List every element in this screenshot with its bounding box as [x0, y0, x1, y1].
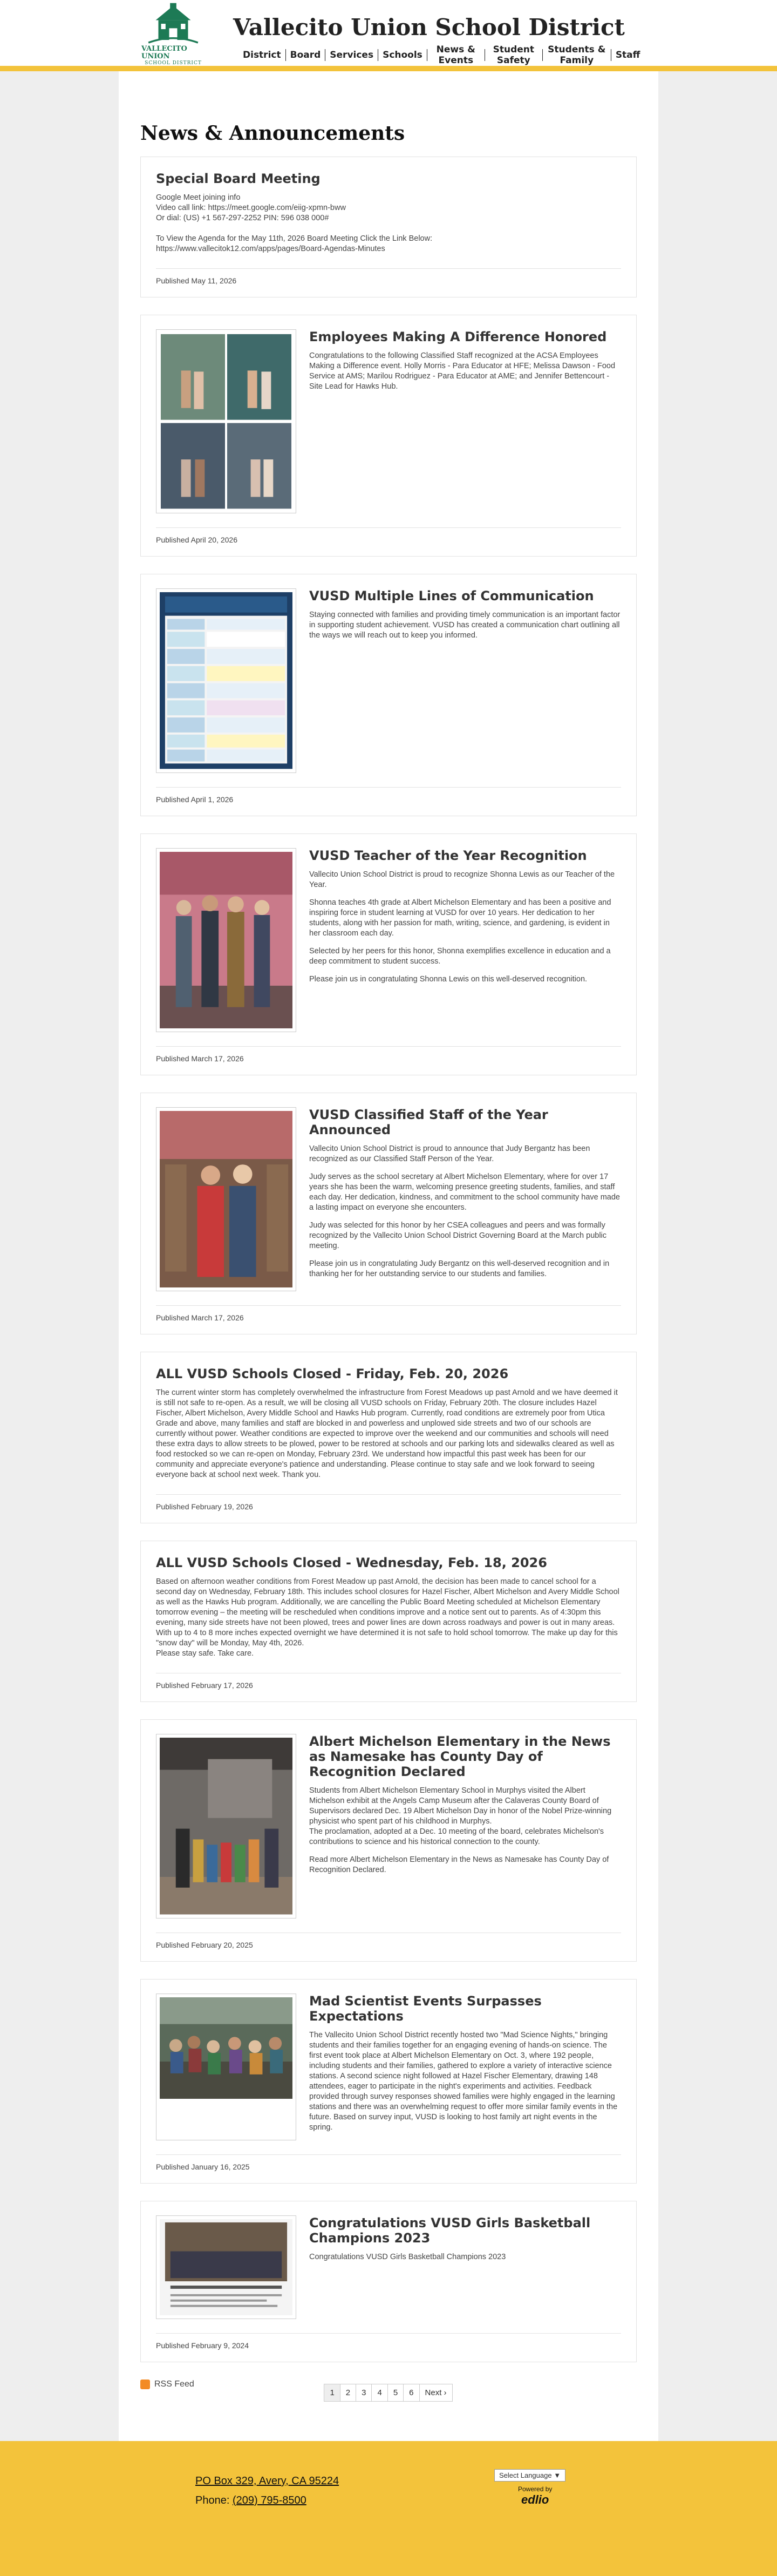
nav-news-events[interactable]: News & Events: [436, 44, 475, 66]
post-paragraph: Vallecito Union School District is proud to recognize Shonna Lewis as our Teacher of the Year.: [309, 870, 615, 889]
page-title: News & Announcements: [140, 122, 405, 145]
post-published-date: Published April 1, 2026: [156, 787, 621, 804]
post-line[interactable]: Video call link: https://meet.google.com/eiig-xpmn-bww: [156, 204, 346, 212]
classified-staff-photo-image: [160, 1111, 292, 1287]
site-title[interactable]: Vallecito Union School District: [233, 14, 625, 40]
post-paragraph: Congratulations VUSD Girls Basketball Champions 2023: [309, 2252, 506, 2261]
post-line: [156, 223, 621, 234]
logo-text-line2: SCHOOL DISTRICT: [145, 60, 202, 66]
post-line: Google Meet joining info: [156, 193, 241, 202]
post-line[interactable]: https://www.vallecitok12.com/apps/pages/Board-Agendas-Minutes: [156, 245, 385, 253]
news-post: [140, 833, 637, 1075]
main-content: [119, 71, 658, 2441]
site-header: [0, 0, 777, 71]
page-6-button[interactable]: 6: [403, 2384, 419, 2402]
news-post: [140, 2201, 637, 2363]
post-thumbnail[interactable]: [156, 588, 296, 772]
nav-board[interactable]: Board: [290, 50, 321, 60]
teacher-of-year-photo-image: [160, 852, 292, 1028]
post-title[interactable]: VUSD Teacher of the Year Recognition: [309, 848, 587, 863]
post-paragraph: The Vallecito Union School District recently hosted two "Mad Science Nights," bringing students and their families together for an engaging evening of hands-on science. The first event took place at Albert Michelson Elementary on Oct. 3, where 192 people, including students and their families, gathered to explore a variety of interactive science stations. A second science night followed at Hazel Fischer Elementary, drawing 148 attendees, eager to participate in the night's experiments and activities. Feedback provided through survey responses showed families were highly engaged in the learning stations and there was an overwhelming request to offer more similar family events in the future. Based on survey input, VUSD is looking to host family art night events in the spring.: [309, 2030, 618, 2132]
post-paragraph: Shonna teaches 4th grade at Albert Michelson Elementary and has been a positive and inspiring force in student learning at VUSD for over 10 years. Her dedication to her students, along with her passion for math, writing, science, and gardening, is evident in her classroom each day.: [309, 898, 611, 938]
post-body: [309, 848, 621, 1032]
post-title[interactable]: Mad Scientist Events Surpasses Expectations: [309, 1993, 542, 2024]
page-5-button[interactable]: 5: [387, 2384, 404, 2402]
post-paragraph: The current winter storm has completely overwhelmed the infrastructure from Forest Meadows up past Arnold and we have deemed it is still not safe to re-open. As a result, we will be closing all VUSD schools on Friday, February 20th. The closure includes Hazel Fischer, Albert Michelson, Avery Middle School and Hawks Hub program. Currently, road conditions are extremely poor from Utica Grade and above, many families and staff are blocked in and powerless and unplowed side streets and two of our schools are currently without power. Weather conditions are expected to improve over the weekend and our communities and schools will need these extra days to allow streets to be plowed, power to be restored at schools and our parking lots and sidewalks cleared as well as food restocked so we can re-open on Monday, February 23rd. We understand how impactful this past week has been for our community and appreciate everyone's patience and understanding. Please continue to stay safe and we look forward to seeing everyone back at school next week. Thank you.: [156, 1388, 618, 1480]
next-page-button[interactable]: Next ›: [419, 2384, 453, 2402]
post-line: To View the Agenda for the May 11th, 2026 Board Meeting Click the Link Below:: [156, 234, 433, 243]
post-thumbnail[interactable]: [156, 1734, 296, 1918]
post-paragraph: Selected by her peers for this honor, Shonna exemplifies excellence in education and a deep commitment to student success.: [309, 946, 611, 966]
news-post: [140, 574, 637, 816]
post-body: [309, 1734, 621, 1918]
language-select[interactable]: Select Language ▼: [494, 2469, 565, 2482]
post-title[interactable]: Special Board Meeting: [156, 171, 321, 186]
nav-services[interactable]: Services: [330, 50, 374, 60]
basketball-champions-image: [160, 2219, 292, 2316]
news-post: [140, 157, 637, 297]
post-paragraph: Congratulations to the following Classified Staff recognized at the ACSA Employees Making a Difference event. Holly Morris - Para Educator at HFE; Melissa Dawson - Food Service at AMS; Marilou Rodriguez - Para Educator at AME; and Jennifer Bettencourt - Site Lead for Hawks Hub.: [309, 351, 616, 391]
schoolhouse-logo-icon: [141, 2, 205, 45]
news-post: [140, 1541, 637, 1702]
post-thumbnail[interactable]: [156, 1107, 296, 1291]
post-published-date: Published May 11, 2026: [156, 268, 621, 285]
communication-chart-image: [160, 592, 292, 769]
main-nav: [243, 44, 640, 66]
news-post: [140, 1719, 637, 1961]
post-published-date: Published February 9, 2024: [156, 2333, 621, 2350]
post-published-date: Published January 16, 2025: [156, 2154, 621, 2171]
page-1-button[interactable]: 1: [324, 2384, 340, 2402]
post-body: [309, 588, 621, 772]
site-footer: [0, 2441, 777, 2576]
post-title[interactable]: VUSD Multiple Lines of Communication: [309, 588, 594, 604]
footer-phone-label: Phone:: [195, 2494, 233, 2506]
post-body: [309, 1107, 621, 1291]
footer-phone[interactable]: (209) 795-8500: [232, 2494, 306, 2506]
museum-visit-photo-image: [160, 1738, 292, 1914]
post-paragraph: Please join us in congratulating Judy Bergantz on this well-deserved recognition and in thanking her for her outstanding service to our students and families.: [309, 1259, 610, 1278]
post-title[interactable]: Employees Making A Difference Honored: [309, 329, 607, 344]
news-post: [140, 1979, 637, 2184]
nav-district[interactable]: District: [243, 50, 281, 60]
post-title[interactable]: VUSD Classified Staff of the Year Announced: [309, 1107, 548, 1137]
science-night-photo-image: [160, 1997, 292, 2099]
edlio-logo: edlio: [521, 2493, 549, 2506]
post-published-date: Published April 20, 2026: [156, 527, 621, 544]
district-logo[interactable]: [141, 2, 205, 66]
nav-student-safety[interactable]: Student Safety: [493, 44, 535, 66]
post-published-date: Published February 17, 2026: [156, 1673, 621, 1690]
news-post: [140, 1352, 637, 1523]
post-title[interactable]: Congratulations VUSD Girls Basketball Champions 2023: [309, 2215, 591, 2246]
post-body: [309, 1994, 621, 2140]
post-paragraph: Please join us in congratulating Shonna Lewis on this well-deserved recognition.: [309, 974, 588, 984]
post-body: [309, 2215, 621, 2320]
pagination: [140, 2384, 637, 2402]
post-title[interactable]: ALL VUSD Schools Closed - Friday, Feb. 20, 2026: [156, 1366, 509, 1382]
nav-students-family[interactable]: Students & Family: [548, 44, 606, 66]
post-paragraph: Please stay safe. Take care.: [156, 1649, 254, 1658]
page-4-button[interactable]: 4: [371, 2384, 387, 2402]
nav-divider: [542, 49, 543, 61]
nav-schools[interactable]: Schools: [383, 50, 422, 60]
post-published-date: Published February 19, 2026: [156, 1494, 621, 1511]
post-body: [156, 1388, 621, 1480]
footer-contact: [195, 2471, 339, 2510]
post-published-date: Published February 20, 2025: [156, 1933, 621, 1949]
post-body: [156, 1577, 621, 1659]
post-paragraph: Vallecito Union School District is proud to announce that Judy Bergantz has been recognized as our Classified Staff Person of the Year.: [309, 1144, 590, 1163]
post-paragraph[interactable]: Read more Albert Michelson Elementary in the News as Namesake has County Day of Recognition Declared.: [309, 1855, 609, 1875]
nav-divider: [285, 49, 286, 61]
post-paragraph: Based on afternoon weather conditions from Forest Meadow up past Arnold, the decision has been made to cancel school for a second day on Wednesday, February 18th. This includes school closures for Hazel Fischer, Albert Michelson and Avery Middle School as well as the Hawks Hub program. Additionally, we are cancelling the Public Board Meeting scheduled at Michelson Elementary tomorrow evening – the meeting will be rescheduled when conditions improve and a notice sent out to parents. As of 4:30pm this evening, many side streets have not been plowed, trees and power lines are down across roadways and power is out in many areas. With up to 4 to 8 more inches expected overnight we have determined it is not safe to hold school tomorrow. The make up day for this "snow day" will be Monday, May 4th, 2026.: [156, 1577, 619, 1648]
post-paragraph: Judy was selected for this honor by her CSEA colleagues and peers and was formally recognized by the Vallecito Union School District Governing Board at the March public meeting.: [309, 1221, 607, 1250]
post-thumbnail[interactable]: [156, 1994, 296, 2140]
post-published-date: Published March 17, 2026: [156, 1305, 621, 1322]
news-post: [140, 1093, 637, 1334]
post-body: [309, 329, 621, 513]
rss-label: RSS Feed: [154, 2380, 194, 2389]
page-2-button[interactable]: 2: [340, 2384, 356, 2402]
footer-address[interactable]: PO Box 329, Avery, CA 95224: [195, 2475, 339, 2487]
logo-text-line1: VALLECITO UNION: [141, 45, 187, 60]
post-paragraph: Students from Albert Michelson Elementary School in Murphys visited the Albert Michelson exhibit at the Angels Camp Museum after the Calaveras County Board of Supervisors declared Dec. 19 Albert Michelson Day in honor of the Nobel Prize-winning physicist who spent part of his childhood in Murphys.: [309, 1786, 612, 1826]
post-published-date: Published March 17, 2026: [156, 1046, 621, 1063]
post-paragraph: The proclamation, adopted at a Dec. 10 meeting of the board, celebrates Michelson's contributions to science and his historical connection to the county.: [309, 1827, 604, 1847]
post-thumbnail[interactable]: [156, 848, 296, 1032]
nav-staff[interactable]: Staff: [615, 50, 640, 60]
powered-by-label: Powered by: [518, 2485, 553, 2493]
news-post: [140, 315, 637, 557]
rss-icon: [140, 2380, 150, 2389]
staff-photo-collage-image: [160, 333, 292, 510]
post-title[interactable]: Albert Michelson Elementary in the News as Namesake has County Day of Recognition Declared: [309, 1734, 611, 1780]
post-paragraph: Judy serves as the school secretary at Albert Michelson Elementary, where for over 17 years she has been the warm, welcoming presence greeting students, families, and staff each day. Her dedication, kindness, and commitment to the school community have made a lasting impact on everyone she encounters.: [309, 1172, 620, 1212]
powered-by[interactable]: [518, 2485, 552, 2507]
post-title[interactable]: ALL VUSD Schools Closed - Wednesday, Feb. 18, 2026: [156, 1555, 547, 1571]
post-line: Or dial: (US) +1 567-297-2252 PIN: 596 038 000#: [156, 214, 329, 222]
post-thumbnail[interactable]: [156, 329, 296, 513]
post-body: [156, 193, 621, 254]
post-thumbnail[interactable]: [156, 2215, 296, 2320]
post-paragraph: Staying connected with families and providing timely communication is an important factor in supporting student achievement. VUSD has created a communication chart outlining all the ways we will reach out to keep you informed.: [309, 611, 621, 640]
page-3-button[interactable]: 3: [356, 2384, 372, 2402]
